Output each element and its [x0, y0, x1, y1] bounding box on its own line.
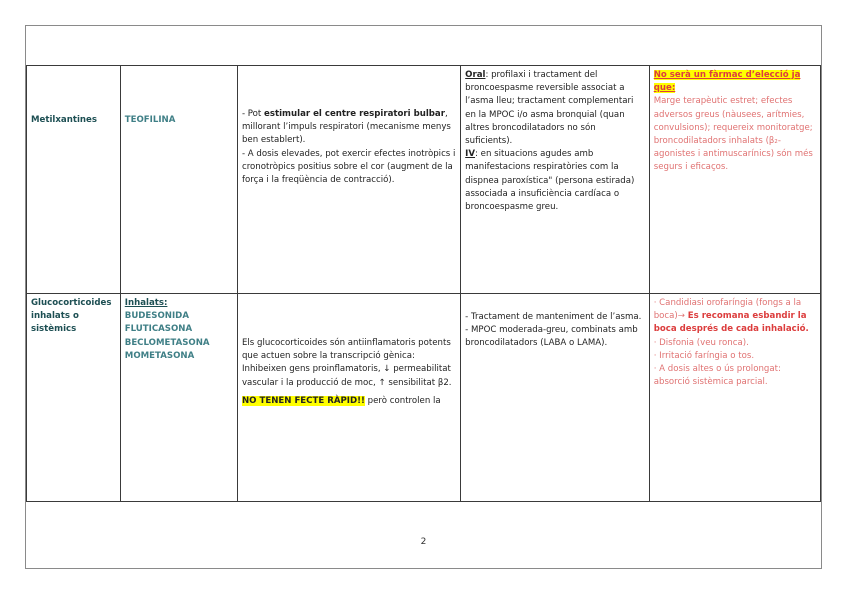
mechanism-highlight-line: NO TENEN FECTE RÀPID!! però controlen la	[241, 395, 441, 406]
indications-cell	[461, 294, 650, 502]
mechanism-paragraph-2: Inhibeixen gens proinflamatoris, ↓ permeabilitat vascular i la producció de moc, ↑ sensibilitat β2.	[241, 364, 452, 388]
mechanism-cell	[237, 294, 460, 502]
table-row	[27, 66, 821, 294]
group-cell	[27, 294, 121, 502]
group-cell	[27, 66, 121, 294]
group-name: Glucocorticoides inhalats o sistèmics	[31, 298, 112, 335]
mechanism-line-1: - Pot estimular el centre respiratori bulbar, millorant l’impuls respiratori (mecanisme menys ben establert).	[241, 109, 451, 146]
group-name: Metilxantines	[31, 115, 97, 125]
indications-cell	[461, 66, 650, 294]
note-2: · Disfonia (veu ronca).	[653, 337, 749, 348]
document-page	[25, 25, 822, 569]
indication-line-1: - Tractament de manteniment de l’asma.	[465, 312, 642, 322]
indication-line-2: - MPOC moderada-greu, combinats amb broncodilatadors (LABA o LAMA).	[465, 325, 638, 349]
notes-text: Marge terapèutic estret; efectes adversos greus (nàusees, arítmies, convulsions); requereix monitoratge; broncodilatadors inhalats (β₂-agonistes i antimuscarínics) són més segurs i eficaços.	[653, 96, 813, 173]
note-4: · A dosis altes o ús prolongat: absorció sistèmica parcial.	[653, 364, 781, 388]
drug-table	[26, 65, 821, 502]
note-1: · Candidiasi orofaríngia (fongs a la boca)→ Es recomana esbandir la boca després de cada inhalació.	[653, 298, 809, 335]
page-number: 2	[420, 537, 427, 547]
note-3: · Irritació faríngia o tos.	[653, 350, 755, 361]
notes-cell	[649, 66, 820, 294]
drug-name: MOMETASONA	[124, 350, 195, 361]
drug-name: BUDESONIDA	[124, 311, 189, 322]
drug-name: FLUTICASONA	[124, 324, 193, 335]
oral-indication: Oral: profilaxi i tractament del broncoespasme reversible associat a l’asma lleu; tractament complementari en la MPOC i/o asma bronquial (quan altres broncodilatadors no són suficients).	[465, 70, 634, 147]
mechanism-cell	[237, 66, 460, 294]
mechanism-paragraph-1: Els glucocorticoides són antiinflamatoris potents que actuen sobre la transcripció gènica:	[241, 338, 451, 362]
drug-label: Inhalats:	[124, 298, 168, 308]
mechanism-line-2: - A dosis elevades, pot exercir efectes inotròpics i cronotròpics positius sobre el cor (augment de la força i la freqüència de contracció).	[241, 148, 456, 186]
iv-indication: IV: en situacions agudes amb manifestacions respiratòries com la dispnea paroxística" (persona estirada) associada a insuficiència cardíaca o broncoespasme greu.	[465, 149, 635, 213]
drug-name: TEOFILINA	[124, 115, 176, 125]
notes-heading: No serà un fàrmac d’elecció ja que:	[653, 70, 801, 94]
drug-name: BECLOMETASONA	[124, 337, 210, 348]
drug-cell	[120, 294, 237, 502]
notes-cell	[649, 294, 820, 502]
table-row	[27, 294, 821, 502]
drug-cell	[120, 66, 237, 294]
